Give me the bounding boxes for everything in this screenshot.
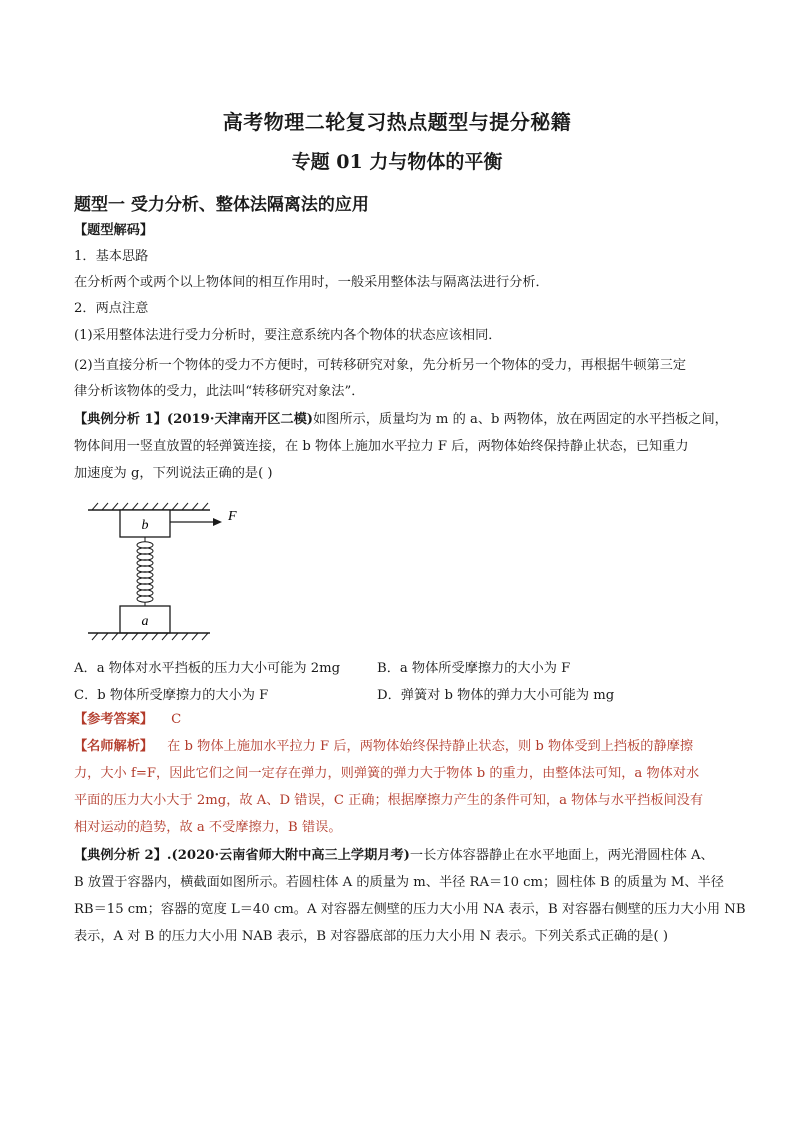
block-a-label: a (141, 614, 149, 629)
example-1-line-1 (74, 411, 728, 429)
example-2-tag: 【典例分析 2】 (74, 848, 167, 863)
force-arrow-head (213, 518, 222, 526)
example-1-text-1: 如图所示，质量均为 m 的 a、b 两物体，放在两固定的水平挡板之间， (313, 412, 728, 427)
example-1-line-2: 物体间用一竖直放置的轻弹簧连接，在 b 物体上施加水平拉力 F 后，两物体始终保持静止状态，已知重力 (74, 439, 689, 454)
answer-value: C (171, 712, 182, 727)
force-label: F (228, 509, 237, 524)
paragraph-method: 在分析两个或两个以上物体间的相互作用时，一般采用整体法与隔离法进行分析． (74, 275, 549, 290)
example-2-line-1 (74, 847, 724, 865)
option-d: D．弹簧对 b 物体的弹力大小可能为 mg (377, 688, 615, 703)
analysis-line-1 (74, 738, 724, 756)
paragraph-two-notes: 2．两点注意 (74, 301, 149, 316)
spring-blocks-diagram (82, 498, 262, 644)
option-b: B．a 物体所受摩擦力的大小为 F (377, 661, 571, 676)
option-a: A．a 物体对水平挡板的压力大小可能为 2mg (74, 661, 341, 676)
paragraph-note-2b: 律分析该物体的受力，此法叫“转移研究对象法”． (74, 384, 365, 399)
paragraph-basic-idea: 1．基本思路 (74, 249, 149, 264)
example-1-line-3: 加速度为 g，下列说法正确的是( ) (74, 466, 273, 481)
answer-line (74, 711, 724, 729)
section-heading: 题型一 受力分析、整体法隔离法的应用 (74, 195, 369, 215)
analysis-text-1: 在 b 物体上施加水平拉力 F 后，两物体始终保持静止状态，则 b 物体受到上挡板的静摩擦 (167, 739, 694, 754)
analysis-line-2: 力，大小 f=F，因此它们之间一定存在弹力，则弹簧的弹力大于物体 b 的重力，由整体法可知，a 物体对水 (74, 766, 700, 781)
topic-title: 专题 01 力与物体的平衡 (291, 151, 503, 173)
example-1-tag: 【典例分析 1】 (74, 412, 167, 427)
option-c: C．b 物体所受摩擦力的大小为 F (74, 688, 269, 703)
example-1-source: (2019·天津南开区二模) (166, 412, 313, 427)
block-b-label: b (141, 518, 149, 533)
decode-tag: 【题型解码】 (74, 223, 154, 238)
paragraph-note-1: (1)采用整体法进行受力分析时，要注意系统内各个物体的状态应该相同． (74, 328, 502, 343)
example-2-line-2: B 放置于容器内，横截面如图所示。若圆柱体 A 的质量为 m、半径 RA＝10 cm；圆柱体 B 的质量为 M、半径 (74, 875, 724, 890)
example-2-text-1: 一长方体容器静止在水平地面上，两光滑圆柱体 A、 (409, 848, 714, 863)
document-title: 高考物理二轮复习热点题型与提分秘籍 (222, 110, 572, 134)
example-2-line-4: 表示，A 对 B 的压力大小用 NAB 表示，B 对容器底部的压力大小用 N 表示。下列关系式正确的是( ) (74, 929, 668, 944)
spring (137, 537, 153, 606)
example-2-source: .(2020·云南省师大附中高三上学期月考) (166, 848, 410, 863)
answer-tag: 【参考答案】 (74, 712, 154, 727)
example-2-line-3: RB＝15 cm；容器的宽度 L＝40 cm。A 对容器左侧壁的压力大小用 NA 表示，B 对容器右侧壁的压力大小用 NB (74, 902, 746, 917)
analysis-line-4: 相对运动的趋势，故 a 不受摩擦力，B 错误。 (74, 820, 342, 835)
analysis-tag: 【名师解析】 (74, 739, 154, 754)
paragraph-note-2a: (2)当直接分析一个物体的受力不方便时，可转移研究对象，先分析另一个物体的受力，再根据牛顿第三定 (74, 358, 687, 373)
analysis-line-3: 平面的压力大小大于 2mg，故 A、D 错误，C 正确；根据摩擦力产生的条件可知，a 物体与水平挡板间没有 (74, 793, 704, 808)
